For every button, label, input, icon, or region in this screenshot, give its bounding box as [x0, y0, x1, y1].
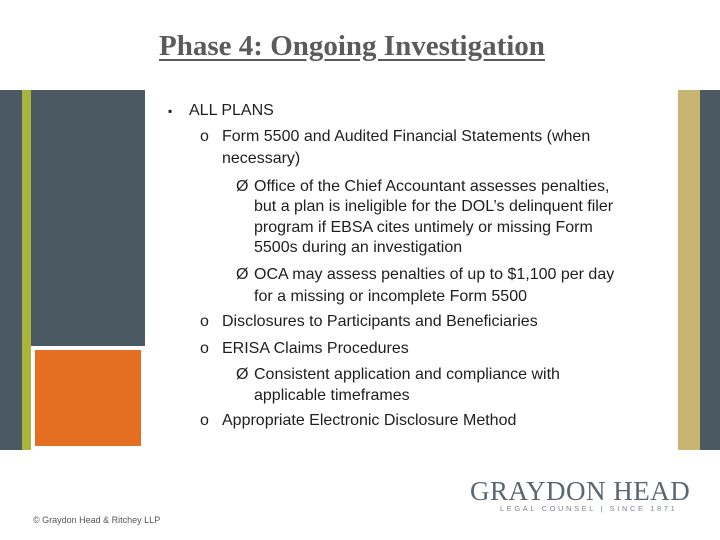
right-gold-band [678, 90, 700, 450]
item-erisa-claims: ERISA Claims Procedures [222, 340, 409, 357]
circle-bullet-icon: o [200, 412, 209, 429]
right-slate-band [700, 90, 720, 450]
slide-title: Phase 4: Ongoing Investigation [159, 30, 545, 62]
copyright-notice: © Graydon Head & Ritchey LLP [33, 515, 161, 525]
circle-bullet-icon: o [200, 340, 209, 357]
sub-consistent-line1: Consistent application and compliance with [254, 366, 560, 383]
arrow-bullet-icon: Ø [236, 266, 249, 283]
sub-oca-line4: 5500s during an investigation [254, 239, 463, 256]
graydon-head-logo [470, 476, 715, 516]
logo-tagline: LEGAL COUNSEL | SINCE 1871 [500, 504, 678, 513]
sub-oca-line3: program if EBSA cites untimely or missing Form [254, 219, 593, 236]
arrow-bullet-icon: Ø [236, 366, 249, 383]
circle-bullet-icon: o [200, 128, 209, 145]
item-electronic-disclosure: Appropriate Electronic Disclosure Method [222, 412, 517, 429]
sub-penalties-line2: for a missing or incomplete Form 5500 [254, 288, 527, 305]
green-accent-stripe [22, 90, 31, 450]
square-bullet-icon: ▪ [168, 104, 173, 118]
sub-oca-line1: Office of the Chief Accountant assesses penalties, [254, 178, 610, 195]
bullet-all-plans: ALL PLANS [189, 102, 274, 119]
orange-accent-square [35, 350, 141, 446]
arrow-bullet-icon: Ø [236, 178, 249, 195]
sub-oca-line2: but a plan is ineligible for the DOL’s delinquent filer [254, 198, 614, 215]
circle-bullet-icon: o [200, 313, 209, 330]
logo-wordmark: GRAYDON HEAD [470, 476, 691, 506]
item-disclosures: Disclosures to Participants and Beneficiaries [222, 313, 538, 330]
item-form-5500-line2: necessary) [222, 150, 301, 167]
sub-penalties-line1: OCA may assess penalties of up to $1,100 per day [254, 266, 615, 283]
item-form-5500-line1: Form 5500 and Audited Financial Statements (when [222, 128, 591, 145]
sub-consistent-line2: applicable timeframes [254, 387, 410, 404]
